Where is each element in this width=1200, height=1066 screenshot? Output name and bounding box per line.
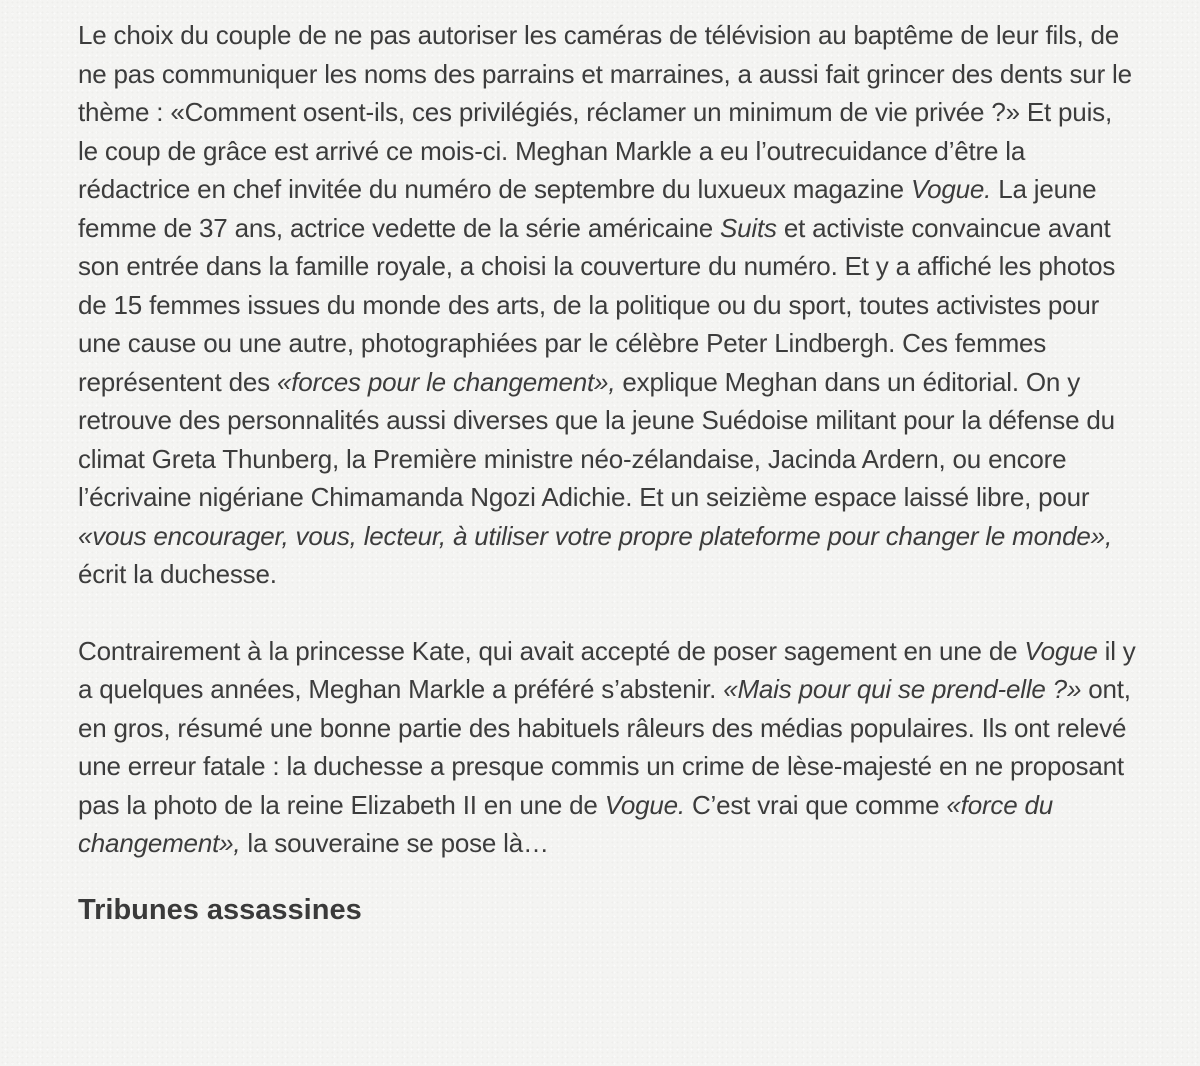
italic-text-run: «Mais pour qui se prend-elle ?» [723, 674, 1082, 704]
text-run: Contrairement à la princesse Kate, qui avait accepté de poser sagement en une de [78, 635, 1025, 666]
text-run: et activiste convaincue avant son entrée dans la famille royale, a choisi la couverture du numéro. Et y a affiché les photos de 15 femmes issues du monde des arts, de la politique ou du sport, toutes activistes pour une cause ou une autre, photographiées par le célèbre Peter Lindbergh. Ces femmes représentent des [78, 212, 1116, 397]
section-heading: Tribunes assassines [78, 893, 362, 926]
article-paragraph-1 [78, 16, 1138, 594]
text-run: écrit la duchesse. [78, 559, 277, 589]
text-run: la souveraine se pose là… [240, 828, 549, 858]
text-run: il y a quelques années, Meghan Markle a préféré s’abstenir. [78, 635, 1136, 704]
italic-text-run: Vogue [1024, 635, 1098, 666]
text-run: La jeune femme de 37 ans, actrice vedette de la série américaine [78, 174, 1097, 243]
italic-text-run: «forces pour le changement», [276, 366, 616, 397]
italic-text-run: «force du changement», [78, 789, 1054, 858]
italic-text-run: Vogue. [604, 789, 685, 820]
text-run: Le choix du couple de ne pas autoriser les caméras de télévision au baptême de leur fils, de ne pas communiquer les noms des parrains et marraines, a aussi fait grincer des dents sur le thème : «Comment osent-ils, ces privilégiés, réclamer un minimum de vie privée ?» Et puis, le coup de grâce est arrivé ce mois-ci. Meghan Markle a eu l’outrecuidance d’être la rédactrice en chef invitée du numéro de septembre du luxueux magazine [78, 20, 1132, 204]
article-body [78, 16, 1138, 927]
italic-text-run: Vogue. [910, 174, 992, 204]
article-paragraph-2 [78, 632, 1138, 863]
italic-text-run: «vous encourager, vous, lecteur, à utiliser votre propre plateforme pour changer le monde», [78, 520, 1112, 551]
italic-text-run: Suits [720, 212, 777, 243]
text-run: explique Meghan dans un éditorial. On y retrouve des personnalités aussi diverses que la jeune Suédoise militant pour la défense du climat Greta Thunberg, la Première ministre néo-zélandaise, Jacinda Ardern, ou encore l’écrivaine nigériane Chimamanda Ngozi Adichie. Et un seizième espace laissé libre, pour [78, 366, 1115, 512]
text-run: ont, en gros, résumé une bonne partie des habituels râleurs des médias populaires. Ils ont relevé une erreur fatale : la duchesse a presque commis un crime de lèse-majesté en ne proposant pas la photo de la reine Elizabeth II en une de [78, 674, 1131, 820]
text-run: C’est vrai que comme [684, 789, 947, 820]
